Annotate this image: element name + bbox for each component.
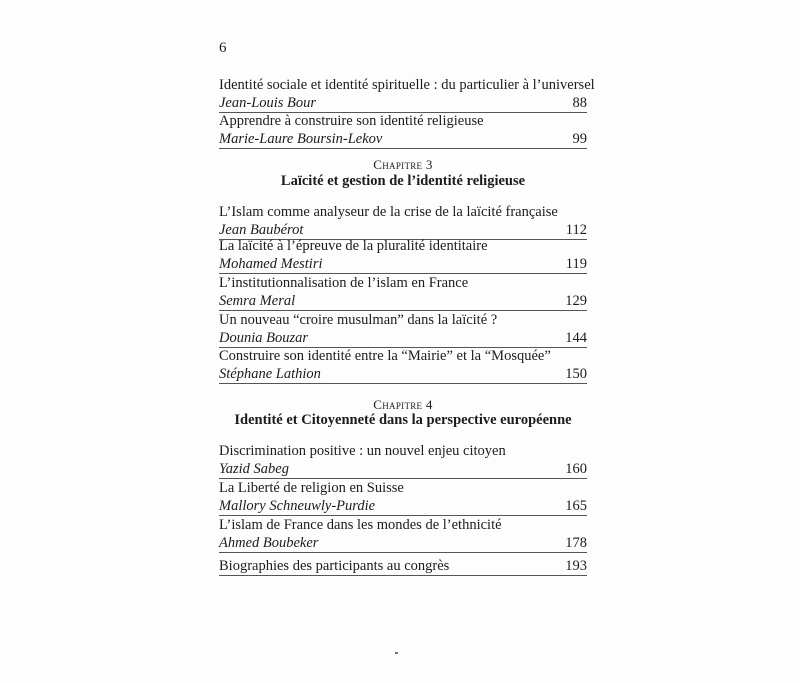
chapter-title: Identité et Citoyenneté dans la perspective européenne [234,412,572,428]
entry-line [219,460,587,479]
entry-title: La Liberté de religion en Suisse [219,480,404,496]
toc-entry [219,347,587,384]
entry-author: Marie-Laure Boursin-Lekov [219,131,383,147]
toc-entry [219,516,587,553]
entry-line [219,557,587,576]
entry-title: Biographies des participants au congrès [219,558,450,574]
entry-line [219,255,587,274]
entry-line [219,130,587,149]
entry-page: 150 [565,366,587,382]
entry-title: Identité sociale et identité spirituelle : du particulier à l’universel [219,77,595,93]
toc-entry [219,76,595,113]
entry-page: 160 [565,461,587,477]
toc-entry [219,442,587,479]
entry-author: Stéphane Lathion [219,366,321,382]
entry-page: 112 [565,222,587,238]
entry-title: Construire son identité entre la “Mairie” et la “Mosquée” [219,348,551,364]
entry-line [219,329,587,348]
entry-title: La laïcité à l’épreuve de la pluralité identitaire [219,238,488,254]
toc-entry [219,203,587,240]
entry-title: L’Islam comme analyseur de la crise de la laïcité française [219,204,558,220]
toc-entry [219,112,587,149]
entry-line [219,292,587,311]
entry-title: L’islam de France dans les mondes de l’ethnicité [219,517,502,533]
entry-page: 99 [572,131,587,147]
entry-author: Jean Baubérot [219,222,304,238]
entry-author: Mallory Schneuwly-Purdie [219,498,376,514]
entry-author: Ahmed Boubeker [219,535,319,551]
entry-title: Apprendre à construire son identité religieuse [219,113,484,129]
toc-entry-biographies [219,557,587,576]
page-number: 6 [219,40,227,56]
toc-entry [219,311,587,348]
chapter-title: Laïcité et gestion de l’identité religieuse [280,173,526,189]
entry-author: Dounia Bouzar [219,330,309,346]
entry-page: 144 [565,330,587,346]
entry-title: Un nouveau “croire musulman” dans la laïcité ? [219,312,498,328]
entry-line [219,94,587,113]
entry-page: 119 [565,256,587,272]
toc-entry [219,479,587,516]
chapter-label: Chapitre 3 [373,157,433,172]
entry-author: Semra Meral [219,293,296,309]
entry-title: L’institutionnalisation de l’islam en France [219,275,469,291]
entry-page: 88 [572,95,587,111]
chapter-label: Chapitre 4 [373,397,433,412]
entry-title: Discrimination positive : un nouvel enjeu citoyen [219,443,506,459]
entry-author: Jean-Louis Bour [219,95,317,111]
entry-author: Mohamed Mestiri [219,256,323,272]
entry-page: 178 [565,535,587,551]
toc-entry [219,237,587,274]
entry-page: 165 [565,498,587,514]
entry-line [219,497,587,516]
entry-page: 193 [565,558,587,574]
entry-page: 129 [565,293,587,309]
page-mark [395,652,398,654]
toc-entry [219,274,587,311]
entry-line [219,365,587,384]
entry-line [219,534,587,553]
entry-author: Yazid Sabeg [219,461,289,477]
